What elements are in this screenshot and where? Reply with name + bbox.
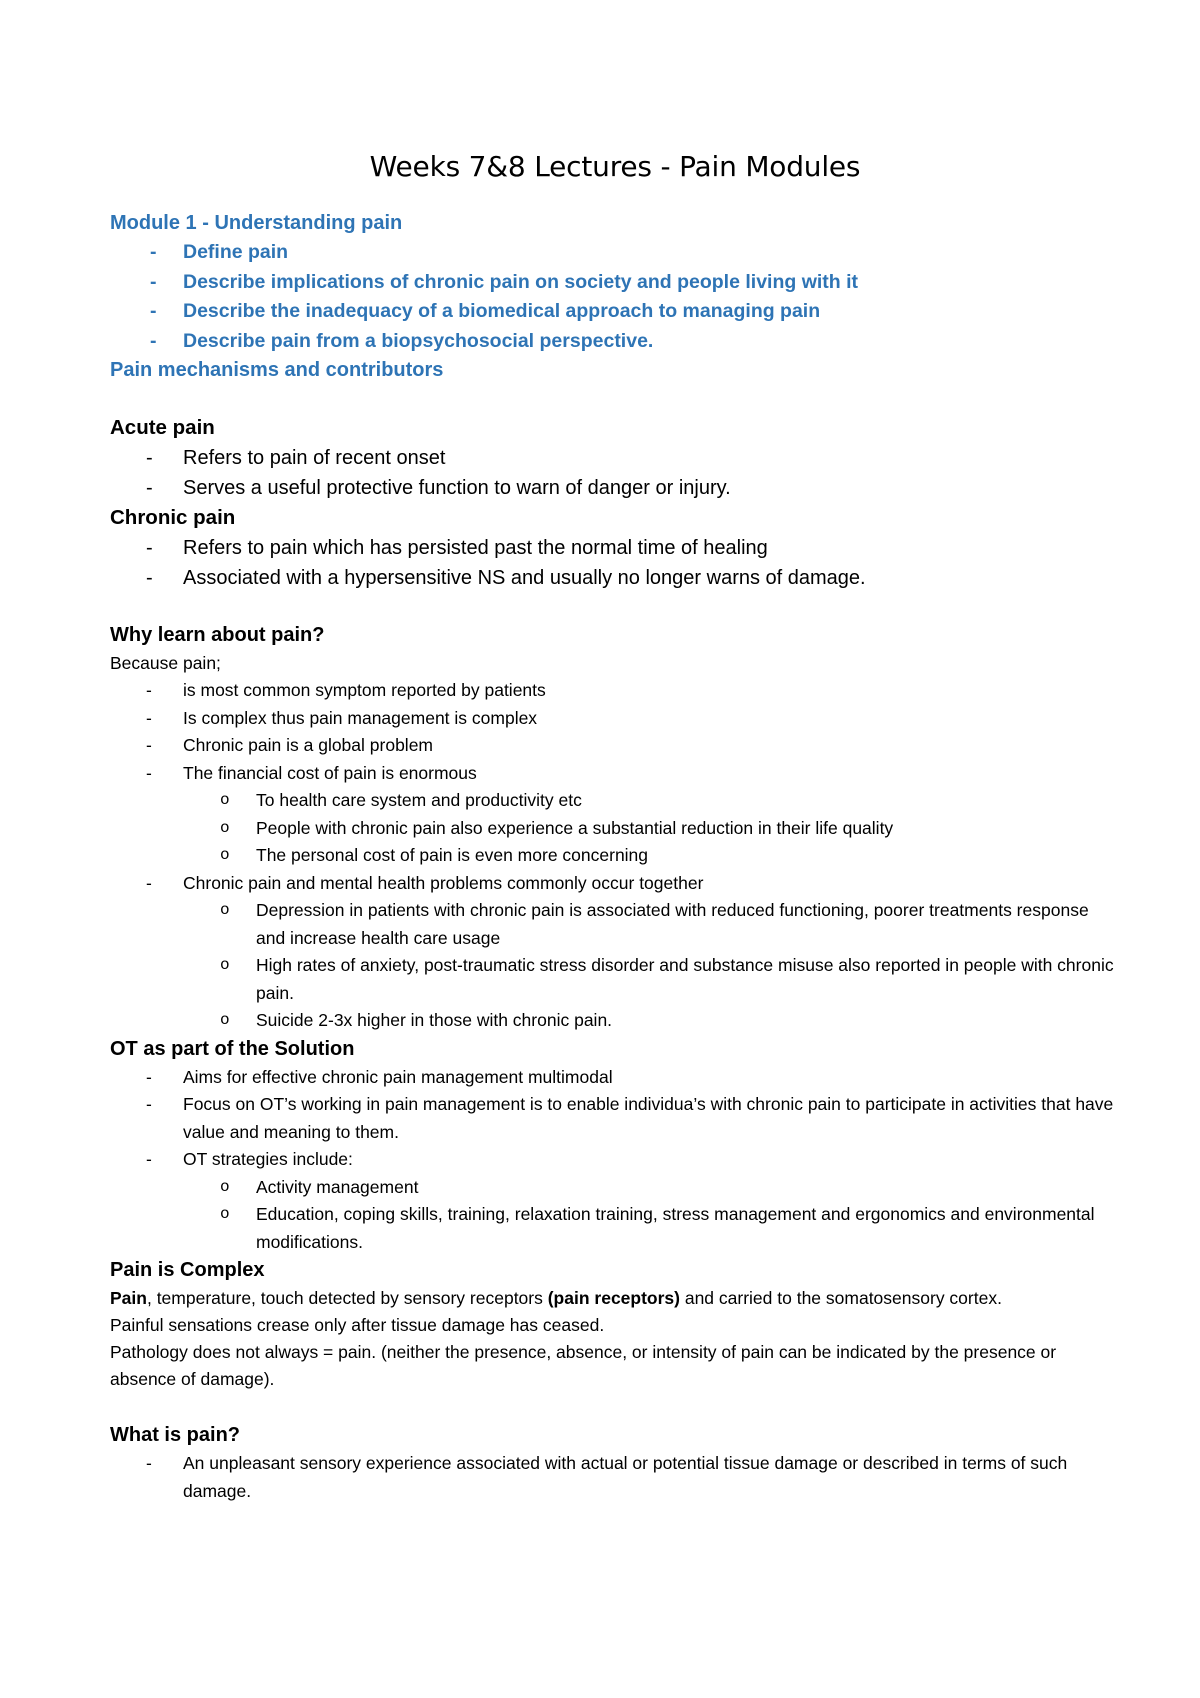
list-item [110,760,1120,870]
ot-solution-heading: OT as part of the Solution [110,1037,355,1060]
module-objectives-list [110,238,1120,356]
sub-list-item: o To health care system and productivity etc [110,787,1120,815]
list-item: - Associated with a hypersensitive NS and usually no longer warns of damage. [110,563,1120,593]
paragraph-text: , temperature, touch detected by sensory receptors [146,1288,548,1308]
why-list [110,677,1120,1035]
sub-list-item: o High rates of anxiety, post-traumatic stress disorder and substance misuse also reported in people with chronic pain. [110,952,1120,1007]
list-item: - Refers to pain which has persisted past the normal time of healing [110,533,1120,563]
sub-list-item: o People with chronic pain also experience a substantial reduction in their life quality [110,815,1120,843]
why-intro: Because pain; [110,653,221,673]
sub-list-item: o Suicide 2-3x higher in those with chronic pain. [110,1007,1120,1035]
list-item: - An unpleasant sensory experience associated with actual or potential tissue damage or described in terms of such damage. [110,1450,1120,1505]
module-heading: Module 1 - Understanding pain [110,212,403,234]
list-item [110,870,1120,1035]
chronic-pain-list [110,533,1120,593]
mental-health-sublist [183,897,1120,1035]
why-learn-heading: Why learn about pain? [110,624,325,646]
list-item [110,1146,1120,1256]
sub-list-item: o The personal cost of pain is even more concerning [110,842,1120,870]
ot-list [110,1064,1120,1257]
list-item-text: OT strategies include: [183,1149,353,1169]
acute-pain-list [110,443,1120,503]
list-item: - Serves a useful protective function to warn of danger or injury. [110,473,1120,503]
mechanisms-heading: Pain mechanisms and contributors [110,359,444,381]
list-item-text: Chronic pain and mental health problems commonly occur together [183,872,704,893]
list-item-text: The financial cost of pain is enormous [183,762,477,783]
page-title: Weeks 7&8 Lectures - Pain Modules [369,150,861,183]
list-item: - is most common symptom reported by patients [110,677,1120,705]
complex-paragraph-2: Painful sensations crease only after tissue damage has ceased. [110,1315,605,1335]
ot-strategies-sublist [183,1174,1120,1257]
list-item: - Focus on OT’s working in pain management is to enable individua’s with chronic pain to participate in activities that have value and meaning to them. [110,1091,1120,1146]
bold-text: (pain receptors) [547,1288,680,1308]
sub-list-item: o Education, coping skills, training, relaxation training, stress management and ergonomics and environmental modifications. [110,1201,1120,1256]
acute-pain-heading: Acute pain [110,416,215,439]
complex-paragraph-1 [110,1285,1120,1312]
complex-paragraph-3: Pathology does not always = pain. (neither the presence, absence, or intensity of pain can be indicated by the presence or absence of damage). [110,1342,1057,1389]
list-item: - Refers to pain of recent onset [110,443,1120,473]
list-item: - Describe pain from a biopsychosocial perspective. [110,327,1120,357]
list-item: - Define pain [110,238,1120,268]
list-item: - Describe implications of chronic pain on society and people living with it [110,268,1120,298]
bold-text: Pain [110,1288,147,1308]
chronic-pain-heading: Chronic pain [110,506,236,529]
sub-list-item: o Depression in patients with chronic pain is associated with reduced functioning, poorer treatments response and increase health care usage [110,897,1120,952]
what-is-pain-list [110,1450,1120,1505]
list-item: - Is complex thus pain management is complex [110,705,1120,733]
what-is-pain-heading: What is pain? [110,1424,240,1446]
cost-sublist [183,787,1120,870]
list-item: - Describe the inadequacy of a biomedical approach to managing pain [110,297,1120,327]
list-item: - Aims for effective chronic pain management multimodal [110,1064,1120,1092]
list-item: - Chronic pain is a global problem [110,732,1120,760]
sub-list-item: o Activity management [110,1174,1120,1202]
paragraph-text: and carried to the somatosensory cortex. [679,1288,1002,1308]
pain-complex-heading: Pain is Complex [110,1259,265,1281]
